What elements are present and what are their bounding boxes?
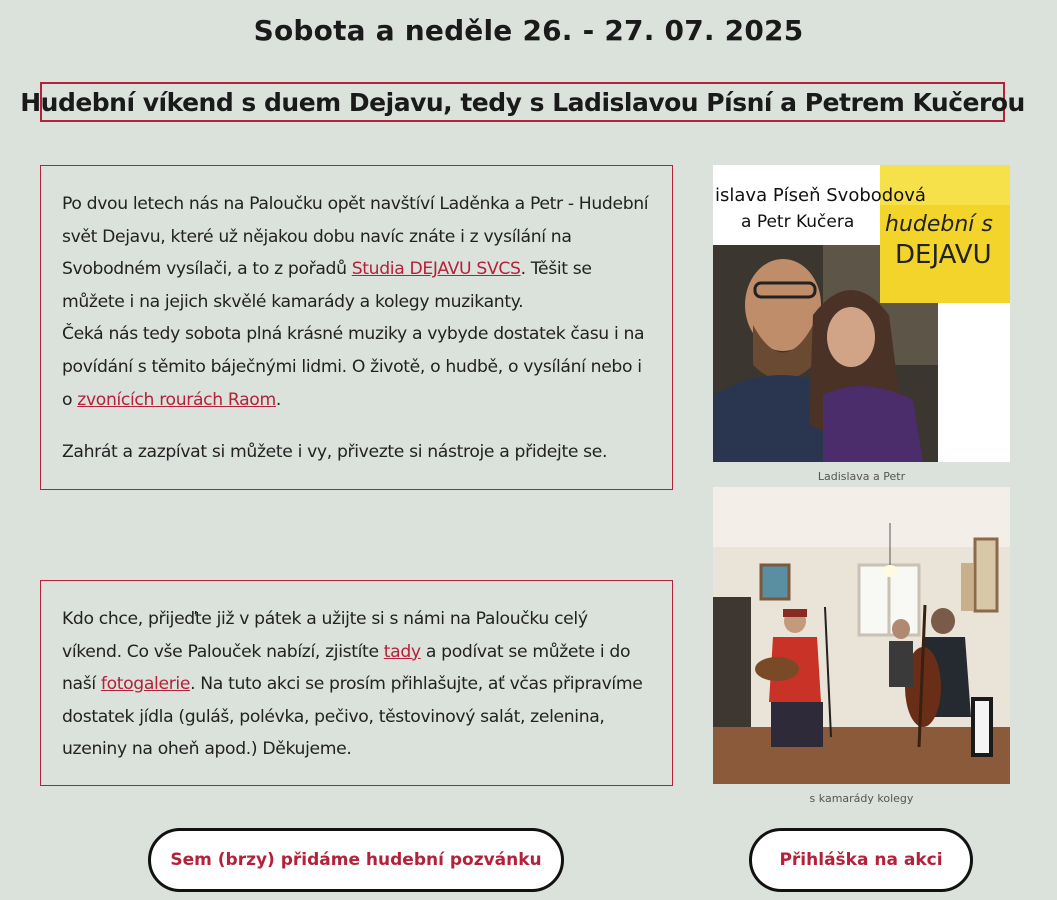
musicians-photo[interactable] xyxy=(713,487,1010,784)
fotogalerie-link[interactable]: fotogalerie xyxy=(100,674,191,695)
studia-dejavu-link[interactable]: Studia DEJAVU SVCS xyxy=(351,259,521,280)
zvonici-roury-link[interactable]: zvonících rourách Raom xyxy=(77,389,276,410)
photo-overlay-name-2: a Petr Kučera xyxy=(741,212,855,232)
musicians-photo-image xyxy=(713,487,1010,784)
duo-photo[interactable] xyxy=(713,165,1010,462)
photo-overlay-name: islava Píseň Svobodová xyxy=(715,185,926,206)
event-date: Sobota a neděle 26. - 27. 07. 2025 xyxy=(253,14,804,47)
description-paragraph: Zahrát a zazpívat si můžete i vy, přivezte si nástroje a přidejte se. xyxy=(62,442,608,463)
description-text: Po dvou letech nás na Paloučku opět navštíví Laděnka a Petr - Hudební svět Dejavu, které už nějakou dobu navíc znáte i z vysílání na Svobodném vysílači, a to z pořadů xyxy=(62,194,649,280)
music-invitation-button-label: Sem (brzy) přidáme hudební pozvánku xyxy=(170,850,542,870)
weekend-info-paragraph xyxy=(62,603,652,766)
logo-text: hudební s xyxy=(885,212,993,237)
photo-caption: s kamarády kolegy xyxy=(809,792,914,805)
event-registration-button-label: Přihláška na akci xyxy=(779,850,943,870)
weekend-info-text: Kdo chce, přijeďte již v pátek a užijte si s námi na Paloučku celý víkend. Co vše Palouček nabízí, zjistíte xyxy=(62,609,588,662)
description-paragraph xyxy=(62,188,652,318)
weekend-info-box xyxy=(40,580,673,786)
event-registration-button[interactable] xyxy=(749,828,973,892)
logo-text-2: DEJAVU xyxy=(895,240,992,270)
event-description-box xyxy=(40,165,673,490)
tady-link[interactable]: tady xyxy=(383,641,421,662)
description-text: Čeká nás tedy sobota plná krásné muziky a vybyde dostatek času i na povídání s těmito báječnými lidmi. O životě, o hudbě, o vysílání nebo i o xyxy=(62,324,645,410)
description-paragraph xyxy=(62,318,652,416)
weekend-info-text: a podívat se můžete i do naší xyxy=(62,641,631,695)
description-text: . xyxy=(275,389,281,410)
weekend-info-text: . Na tuto akci se prosím přihlašujte, ať včas připravíme dostatek jídla (guláš, polévka, pečivo, těstovinový salát, zelenina, uzeniny na oheň apod.) Děkujeme. xyxy=(62,674,643,760)
photo-caption: Ladislava a Petr xyxy=(817,470,906,483)
event-title-text: Hudební víkend s duem Dejavu, tedy s Ladislavou Písní a Petrem Kučerou xyxy=(20,87,1025,117)
event-title xyxy=(20,82,1025,122)
music-invitation-button[interactable] xyxy=(148,828,564,892)
description-text: . Těšit se můžete i na jejich skvělé kamarády a kolegy muzikanty. xyxy=(62,259,592,312)
duo-photo-image xyxy=(713,165,1010,462)
